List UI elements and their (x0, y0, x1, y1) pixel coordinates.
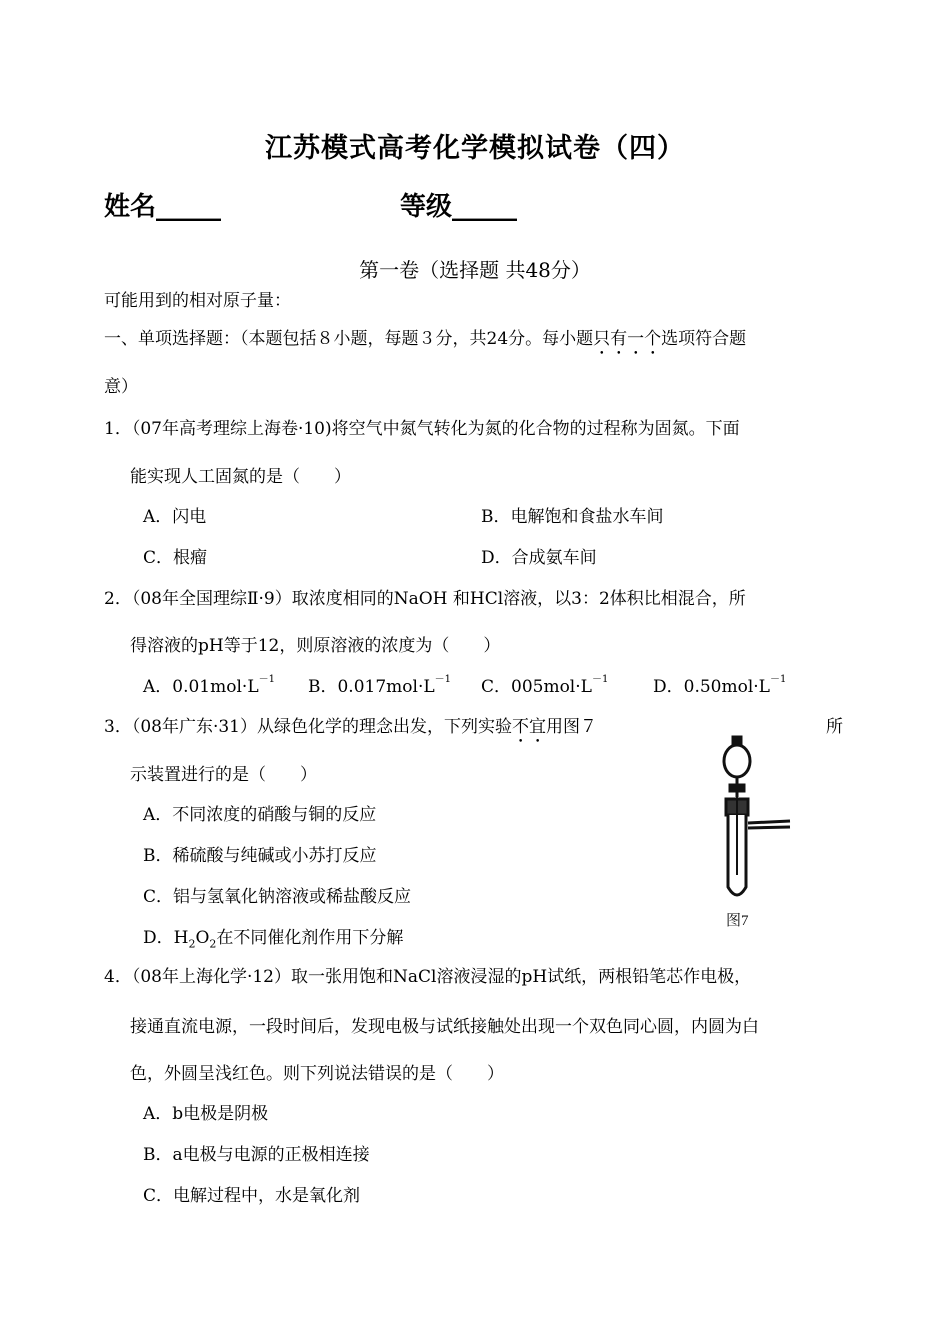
question-text: （08年广东·31）从绿色化学的理念出发，下列实验 (131, 717, 512, 737)
name-field (104, 186, 221, 223)
q1-option-c: C．根瘤 (143, 548, 208, 568)
q2-option-c: C．$005mol\cdot L^{-1}$ (481, 674, 609, 697)
instruction-emphasis: 只有一个 (593, 329, 662, 349)
apparatus-figure (690, 735, 800, 930)
question-4-line3: 色，外圆呈浅红色。则下列说法错误的是（ ） (130, 1064, 504, 1084)
q3-option-d: D．$H_2O_2$在不同催化剂作用下分解 (143, 928, 404, 951)
part1-instruction-end: 意） (104, 377, 138, 397)
question-emphasis: 不宜 (512, 717, 546, 737)
question-1-line2: 能实现人工固氮的是（ ） (130, 467, 351, 487)
name-label: 姓名 (104, 192, 157, 222)
q2-option-d: D．$0.50mol\cdot L^{-1}$ (653, 674, 787, 697)
question-number: 1． (104, 419, 132, 439)
question-3-line1 (104, 712, 597, 747)
instruction-text-cont: 选项符合题 (661, 329, 747, 349)
question-2-line1 (104, 584, 746, 609)
page-title: 江苏模式高考化学模拟试卷（四） (265, 133, 685, 164)
question-number: 4． (104, 967, 132, 987)
q3-option-c: C．铝与氢氧化钠溶液或稀盐酸反应 (143, 887, 412, 907)
question-text: （08年上海化学·12）取一张用饱和NaCl溶液浸湿的pH试纸，两根铅笔芯作电极， (131, 967, 752, 987)
question-text-cont: 用图７ (546, 717, 597, 737)
question-number: 2． (104, 589, 132, 609)
question-3-line1-end: 所 (826, 717, 843, 737)
grade-field (400, 186, 517, 223)
figure-label: 图7 (726, 913, 749, 929)
question-4-line2: 接通直流电源，一段时间后，发现电极与试纸接触处出现一个双色同心圆，内圆为白 (130, 1017, 759, 1037)
q2-option-b: B．$0.017mol\cdot L^{-1}$ (308, 674, 452, 697)
question-4-line1 (104, 962, 751, 987)
q4-option-a: A．b电极是阴极 (143, 1104, 269, 1124)
q2-option-a: A．$0.01mol\cdot L^{-1}$ (143, 674, 275, 697)
name-blank: _____ (156, 192, 222, 222)
q4-option-b: B．a电极与电源的正极相连接 (143, 1145, 370, 1165)
q3-option-a: A．不同浓度的硝酸与铜的反应 (143, 805, 377, 825)
q1-option-d: D．合成氨车间 (481, 548, 597, 568)
q3-option-b: B．稀硫酸与纯碱或小苏打反应 (143, 846, 377, 866)
question-3-line2: 示装置进行的是（ ） (130, 765, 317, 785)
question-number: 3． (104, 717, 132, 737)
grade-blank: _____ (452, 192, 518, 222)
section-title: 第一卷（选择题 共48分） (359, 258, 591, 282)
test-tube-apparatus-icon (690, 735, 800, 930)
part1-instruction (104, 324, 746, 359)
question-text: （07年高考理综上海卷·10)将空气中氮气转化为氮的化合物的过程称为固氮。下面 (131, 419, 740, 439)
atomic-mass-note: 可能用到的相对原子量： (104, 291, 291, 311)
q1-option-a: A．闪电 (143, 507, 207, 527)
q4-option-c: C．电解过程中，水是氧化剂 (143, 1186, 361, 1206)
question-1-line1 (104, 414, 740, 439)
grade-label: 等级 (400, 192, 453, 222)
question-2-line2: 得溶液的pH等于12，则原溶液的浓度为（ ） (130, 636, 501, 656)
instruction-text: 一、单项选择题：（本题包括８小题，每题３分，共24分。每小题 (104, 329, 594, 349)
question-text: （08年全国理综Ⅱ·9）取浓度相同的NaOH 和HCl溶液，以3：2体积比相混合，所 (131, 589, 746, 609)
q1-option-b: B．电解饱和食盐水车间 (481, 507, 664, 527)
